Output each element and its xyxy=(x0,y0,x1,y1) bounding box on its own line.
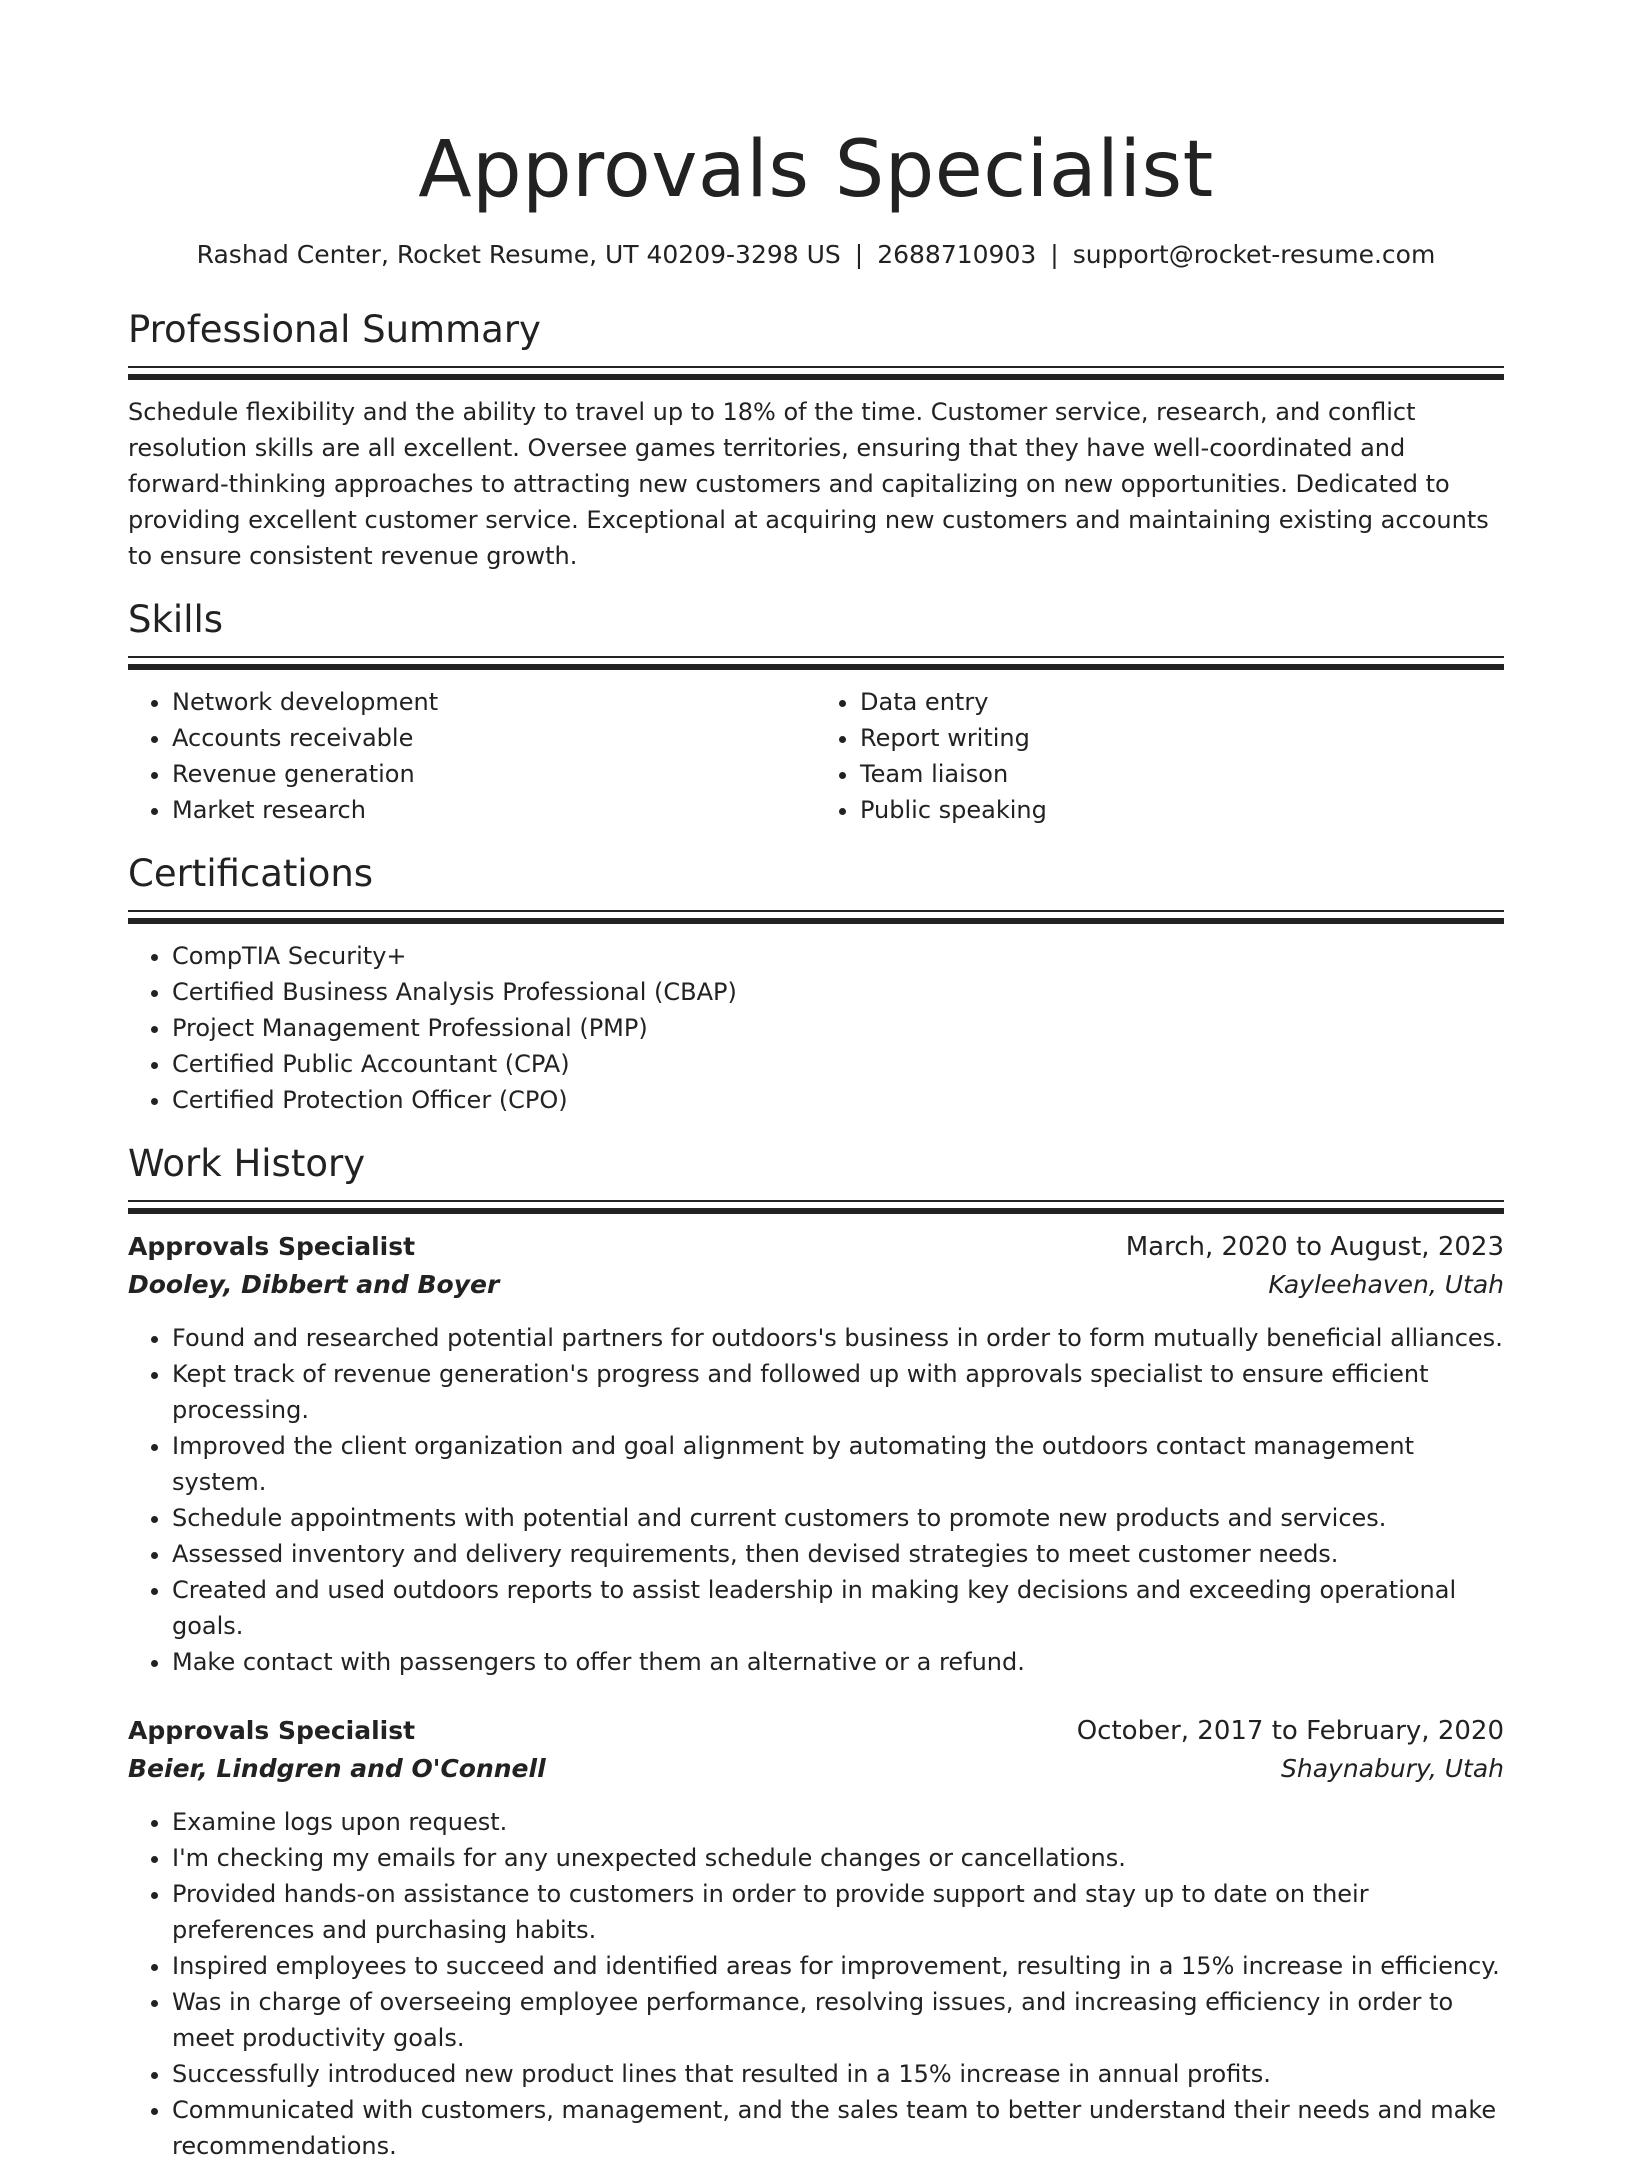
section-divider-thick xyxy=(128,664,1504,670)
job-bullet: • Successfully introduced new product lines that resulted in a 15% increase in annual profits. xyxy=(172,2056,1504,2092)
contact-phone: 2688710903 xyxy=(877,240,1037,269)
section-divider xyxy=(128,1200,1504,1202)
job-bullet: • Inspired employees to succeed and identified areas for improvement, resulting in a 15% increase in efficiency. xyxy=(172,1948,1504,1984)
job-header xyxy=(128,1228,1504,1266)
skill-item: • Accounts receivable xyxy=(172,720,816,756)
contact-separator: | xyxy=(1050,240,1059,269)
section-divider-thick xyxy=(128,374,1504,380)
skill-item: • Report writing xyxy=(860,720,1504,756)
job-dates: October, 2017 to February, 2020 xyxy=(1076,1716,1504,1746)
job-bullet: • Found and researched potential partners for outdoors's business in order to form mutually beneficial alliances. xyxy=(172,1320,1504,1356)
section-divider-thick xyxy=(128,918,1504,924)
section-divider-thick xyxy=(128,1208,1504,1214)
job-bullet: • Make contact with passengers to offer them an alternative or a refund. xyxy=(172,1644,1504,1680)
job-dates: March, 2020 to August, 2023 xyxy=(1125,1232,1504,1262)
section-divider xyxy=(128,366,1504,368)
job-company: Dooley, Dibbert and Boyer xyxy=(128,1270,500,1299)
job-bullet: • Assessed inventory and delivery requirements, then devised strategies to meet customer needs. xyxy=(172,1536,1504,1572)
job-bullet: • I'm checking my emails for any unexpected schedule changes or cancellations. xyxy=(172,1840,1504,1876)
certification-item: • Certified Protection Officer (CPO) xyxy=(172,1082,1504,1118)
job-bullet: • Created and used outdoors reports to assist leadership in making key decisions and exceeding operational goals. xyxy=(172,1572,1504,1644)
summary-text: Schedule flexibility and the ability to travel up to 18% of the time. Customer service, research, and conflict resolution skills are all excellent. Oversee games territories, ensuring that they have well-coordinated and forward-thinking approaches to attracting new customers and capitalizing on new opportunities. Dedicated to providing excellent customer service. Exceptional at acquiring new customers and maintaining existing accounts to ensure consistent revenue growth. xyxy=(128,398,1489,570)
summary-title: Professional Summary xyxy=(128,308,541,351)
section-divider xyxy=(128,910,1504,912)
contact-separator: | xyxy=(854,240,864,269)
certifications-section xyxy=(128,850,1504,1118)
certification-item: • CompTIA Security+ xyxy=(172,938,1504,974)
skill-item: • Team liaison xyxy=(860,756,1504,792)
job-title: Approvals Specialist xyxy=(128,1232,416,1261)
contact-address: Rashad Center, Rocket Resume, UT 40209-3298 US xyxy=(196,240,841,269)
certifications-list xyxy=(128,938,1504,1118)
section-divider xyxy=(128,656,1504,658)
skills-list-right xyxy=(816,684,1504,828)
skill-item: • Data entry xyxy=(860,684,1504,720)
job-bullet: • Provided hands-on assistance to customers in order to provide support and stay up to date on their preferences and purchasing habits. xyxy=(172,1876,1504,1948)
resume-name: Approvals Specialist xyxy=(418,125,1214,215)
job-bullet: • Kept track of revenue generation's progress and followed up with approvals specialist to ensure efficient processing. xyxy=(172,1356,1504,1428)
job-bullet: • Examine logs upon request. xyxy=(172,1804,1504,1840)
skills-section xyxy=(128,596,1504,828)
job-company: Beier, Lindgren and O'Connell xyxy=(128,1754,546,1783)
job-bullet: • Was in charge of overseeing employee performance, resolving issues, and increasing efficiency in order to meet productivity goals. xyxy=(172,1984,1504,2056)
job-subheader xyxy=(128,1750,1504,1788)
certification-item: • Certified Business Analysis Professional (CBAP) xyxy=(172,974,1504,1010)
skill-item: • Market research xyxy=(172,792,816,828)
job-entry xyxy=(128,1228,1504,1680)
job-header xyxy=(128,1712,1504,1750)
job-bullet: • Communicated with customers, management, and the sales team to better understand their needs and make recommendations. xyxy=(172,2092,1504,2164)
job-subheader xyxy=(128,1266,1504,1304)
skill-item: • Network development xyxy=(172,684,816,720)
certification-item: • Project Management Professional (PMP) xyxy=(172,1010,1504,1046)
job-bullet-list xyxy=(128,1320,1504,1680)
job-entry xyxy=(128,1712,1504,2164)
skills-list-left xyxy=(128,684,816,828)
job-location: Kayleehaven, Utah xyxy=(1268,1270,1504,1299)
certifications-title: Certifications xyxy=(128,852,374,895)
skills-title: Skills xyxy=(128,598,224,641)
contact-line xyxy=(128,238,1504,272)
summary-section xyxy=(128,306,1504,574)
resume-page xyxy=(128,0,1504,2164)
job-bullet-list xyxy=(128,1804,1504,2164)
skills-columns xyxy=(128,684,1504,828)
skill-item: • Revenue generation xyxy=(172,756,816,792)
certification-item: • Certified Public Accountant (CPA) xyxy=(172,1046,1504,1082)
job-bullet: • Schedule appointments with potential and current customers to promote new products and services. xyxy=(172,1500,1504,1536)
work-history-section xyxy=(128,1140,1504,2164)
skill-item: • Public speaking xyxy=(860,792,1504,828)
job-location: Shaynabury, Utah xyxy=(1281,1754,1504,1783)
work-history-title: Work History xyxy=(128,1142,366,1185)
job-bullet: • Improved the client organization and goal alignment by automating the outdoors contact management system. xyxy=(172,1428,1504,1500)
contact-email: support@rocket-resume.com xyxy=(1072,240,1436,269)
job-title: Approvals Specialist xyxy=(128,1716,416,1745)
